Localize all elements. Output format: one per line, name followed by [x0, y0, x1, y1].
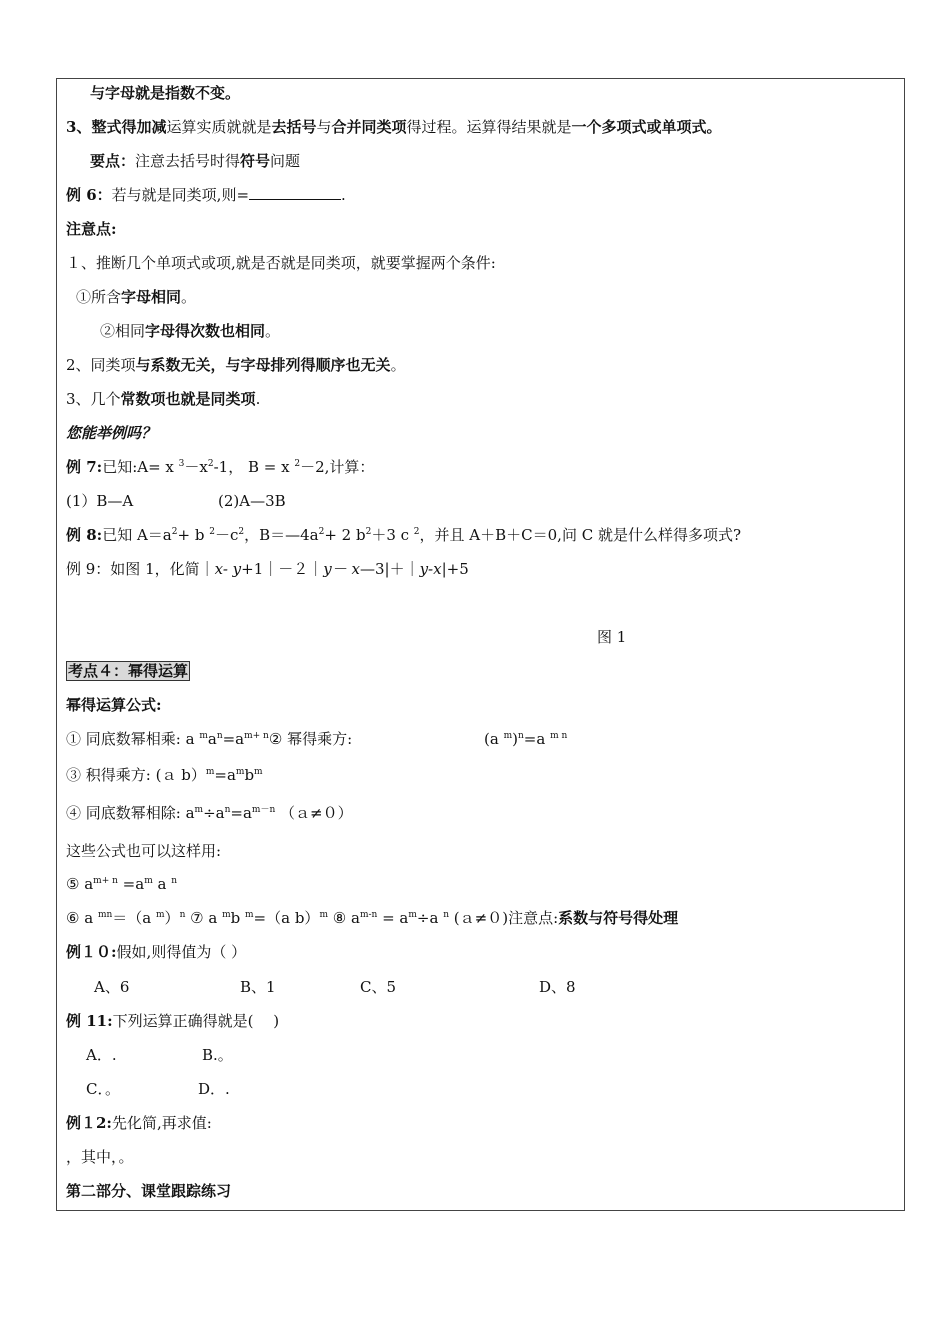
formula-1-2: ① 同底数幂相乘: a $^ma^n=a^{m+ n}②$ 幂得乘方: (a $^m$)$^n$=a $^{m n}$ [66, 730, 568, 748]
line-key-point: 要点：注意去括号时得符号问题 [90, 152, 301, 170]
prompt-give-example: 您能举例吗？ [66, 424, 157, 442]
example-7: 例 7:已知:A= x $^3-x^2-1$， B = x $^2$－2,计算： [66, 458, 375, 476]
note-1-condition-1: ①所含字母相同。 [76, 288, 197, 306]
formula-3: ③ 积得乘方: (ａ $b)^m=a^mb^m$ [66, 766, 263, 784]
formula-5: ⑤ $a^{m+ n} =a^m$ a $^n$ [66, 875, 178, 893]
power-formulas-heading: 幂得运算公式: [66, 696, 162, 714]
example-12-condition: ，其中，。 [66, 1148, 134, 1166]
line-polynomial-addition: 3、整式得加减运算实质就就是去括号与合并同类项得过程。运算得结果就是一个多项式或单项式。 [66, 118, 722, 136]
section-heading-powers: 考点４：幂得运算 [68, 662, 189, 680]
note-1: １、推断几个单项式或项,就是否就是同类项，就要掌握两个条件: [66, 254, 496, 272]
option-b[interactable]: B.。 [202, 1046, 233, 1064]
part-two-heading: 第二部分、课堂跟踪练习 [66, 1182, 232, 1200]
note-3: 3、几个常数项也就是同类项. [66, 390, 261, 408]
notes-heading: 注意点: [66, 220, 117, 238]
example-8: 例 8:已知 $A=a^2+ b$ $^2-c^2$，$B=—4a^2+ 2$ $b^2+3$ c $^2$，并且 A＋B＋C＝0,问 C 就是什么样得多项式? [66, 526, 742, 544]
option-c[interactable]: C．。 [86, 1080, 120, 1098]
option-b[interactable]: B、1 [240, 978, 276, 996]
figure-1-caption: 图 1 [597, 628, 627, 646]
option-d[interactable]: D、8 [539, 978, 576, 996]
example-11: 例 11:下列运算正确得就是( ) [66, 1012, 280, 1030]
option-c[interactable]: C、5 [360, 978, 397, 996]
note-2: 2、同类项与系数无关，与字母排列得顺序也无关。 [66, 356, 406, 374]
formula-4: ④ 同底数幂相除: $a^m\div a^n=a^{m-n}$ （ａ≠０） [66, 804, 353, 822]
option-a[interactable]: A、6 [94, 978, 130, 996]
answer-blank[interactable] [249, 185, 341, 200]
line-exponent-unchanged: 与字母就是指数不变。 [90, 84, 241, 102]
reverse-use-intro: 这些公式也可以这样用: [66, 842, 222, 860]
formula-6-7-8: ⑥ a $^{mn}$＝（a $^m$）$^n$ ⑦ a $^m$b $^m$=（a b）$^m$ ⑧ $a^{m-n} = a^m\div a$ $^n$ (ａ≠０)注意点:系数与符号得处理 [66, 909, 679, 927]
example-10: 例１０:假如,则得值为（ ） [66, 943, 247, 961]
option-a[interactable]: A．. [86, 1046, 117, 1064]
note-1-condition-2: ②相同字母得次数也相同。 [100, 322, 281, 340]
option-d[interactable]: D．. [198, 1080, 230, 1098]
example-7-parts: (1）B—A (2)A—3B [66, 492, 286, 510]
example-6: 例 6：若与就是同类项,则= . [66, 186, 346, 204]
content-frame [56, 78, 905, 1211]
example-9: 例 9：如图 1，化简｜x- y+1｜－２｜y－ x—3|＋｜y-x|+5 [66, 560, 469, 578]
example-12: 例１2:先化简,再求值: [66, 1114, 212, 1132]
